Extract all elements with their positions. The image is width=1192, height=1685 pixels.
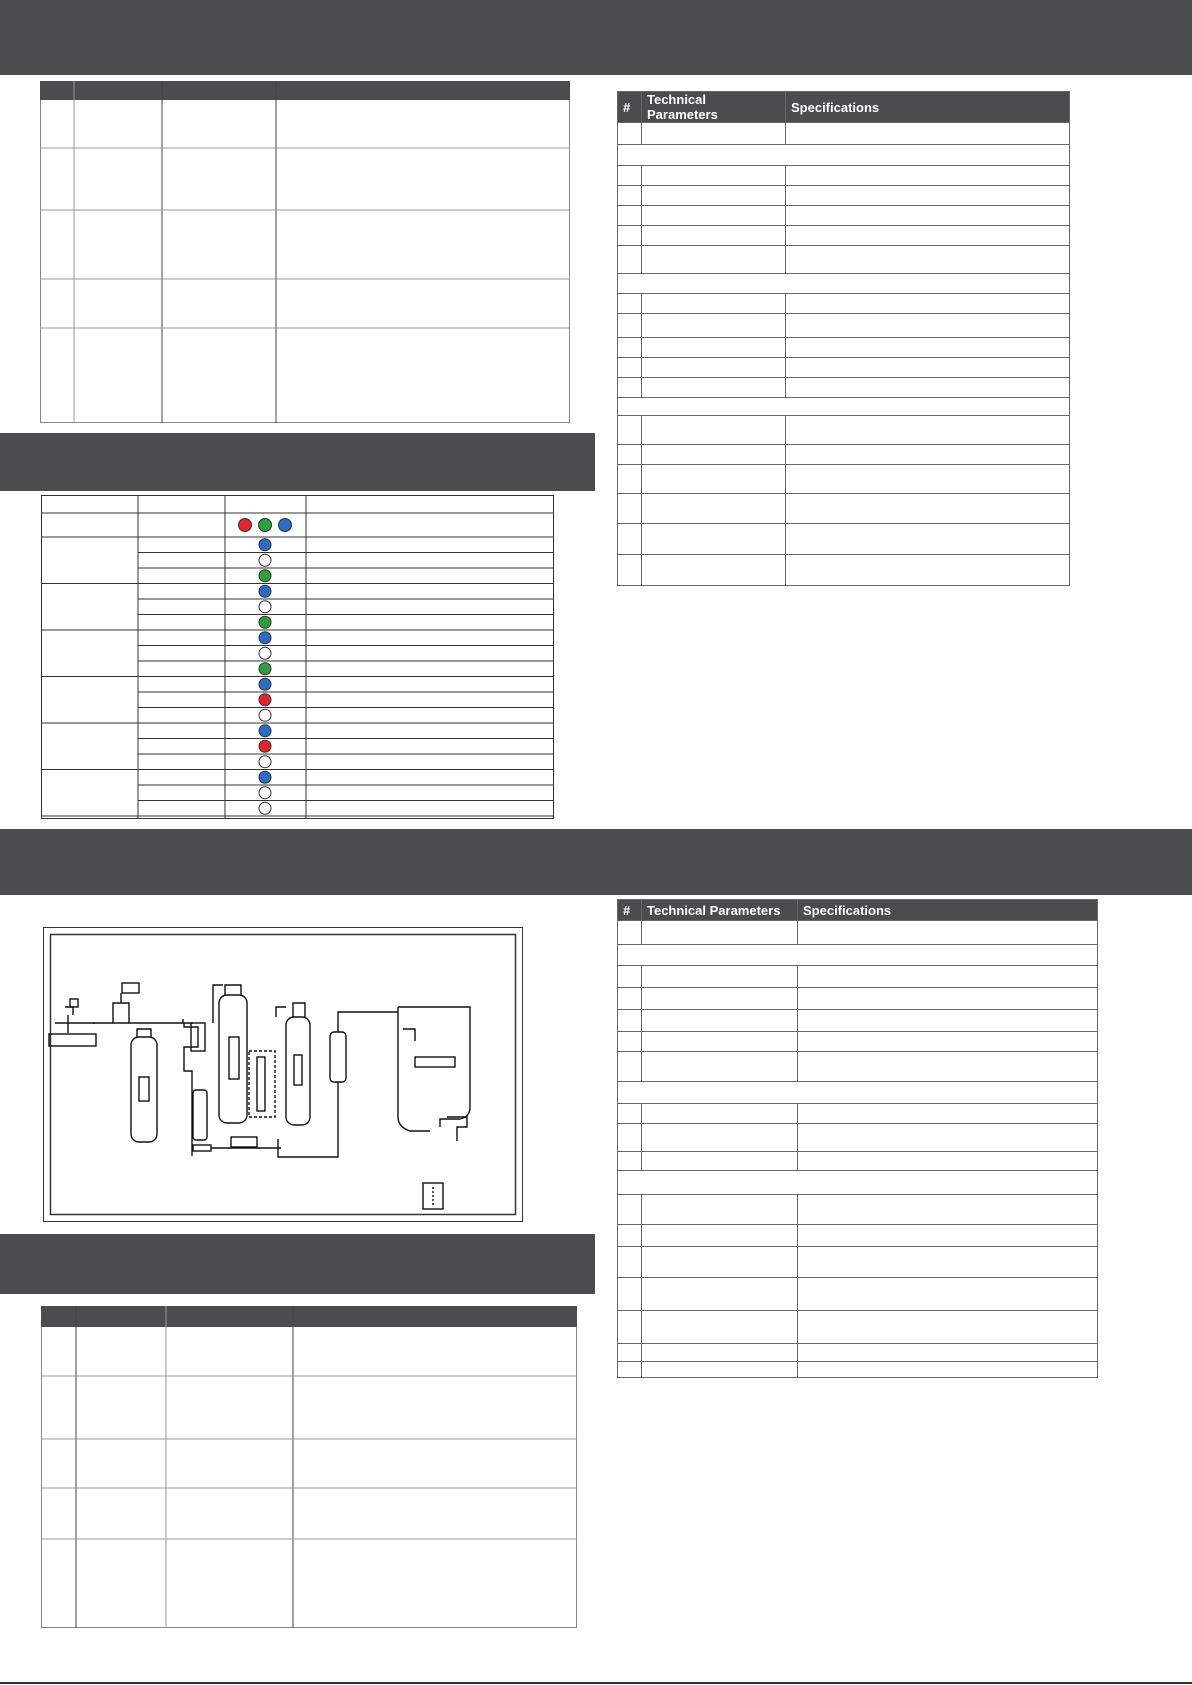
legend-dot [259, 519, 272, 532]
status-dot [259, 570, 271, 582]
water-flow-diagram [43, 927, 523, 1222]
troubleshooting-table-top [40, 81, 570, 423]
status-dot [259, 663, 271, 675]
status-dot [259, 756, 271, 768]
lower-section-band [0, 1234, 595, 1294]
footer-rule [0, 1682, 1192, 1684]
status-dot [259, 585, 271, 597]
spec-table-2 [617, 899, 1098, 1378]
col-spec: Specifications [786, 92, 1070, 123]
status-dot [259, 601, 271, 613]
status-dot [259, 787, 271, 799]
status-dot [259, 725, 271, 737]
indicator-light-table [41, 495, 554, 819]
status-dot [259, 678, 271, 690]
status-dot [259, 709, 271, 721]
indicator-section-band [0, 433, 595, 491]
status-dot [259, 802, 271, 814]
legend-dot [239, 519, 252, 532]
status-dot [259, 740, 271, 752]
status-dot [259, 616, 271, 628]
col-spec: Specifications [798, 900, 1098, 921]
top-header-band [0, 0, 1192, 75]
status-dot [259, 539, 271, 551]
status-dot [259, 647, 271, 659]
col-num: # [618, 900, 642, 921]
status-dot [259, 632, 271, 644]
middle-header-band [0, 829, 1192, 895]
spec-table-1 [617, 91, 1070, 586]
col-param: Technical Parameters [642, 92, 786, 123]
troubleshooting-table-bottom [41, 1306, 577, 1628]
status-dot [259, 554, 271, 566]
status-dot [259, 771, 271, 783]
col-param: Technical Parameters [642, 900, 798, 921]
status-dot [259, 694, 271, 706]
legend-dot [279, 519, 292, 532]
col-num: # [618, 92, 642, 123]
